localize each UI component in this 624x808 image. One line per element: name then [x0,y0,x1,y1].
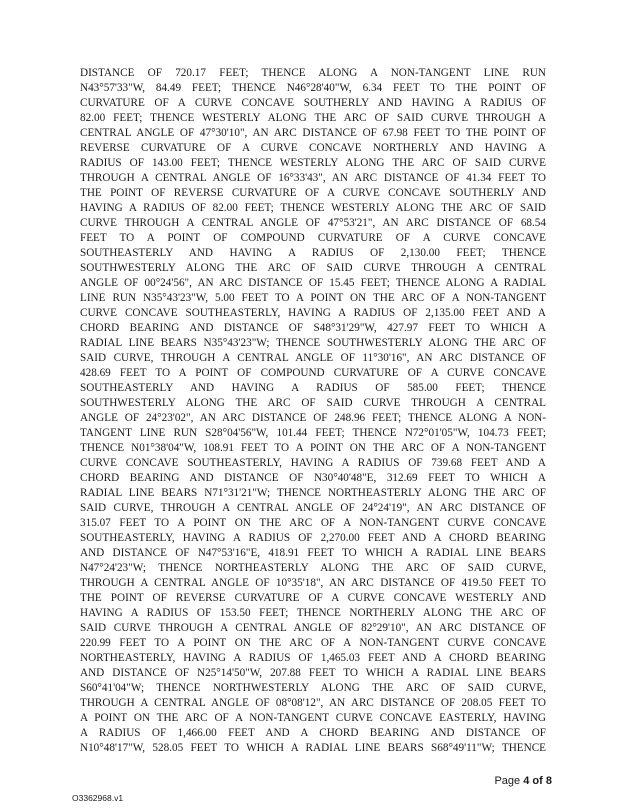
text-line: RADIUS OF 143.00 FEET; THENCE WESTERLY ALONG THE ARC OF SAID CURVE [80,157,546,169]
text-line: TANGENT LINE RUN S28°04'56"W, 101.44 FEET; THENCE N72°01'05"W, 104.73 FEET; [80,427,546,439]
text-line: HAVING A RADIUS OF 82.00 FEET; THENCE WESTERLY ALONG THE ARC OF SAID [80,202,546,214]
text-line: RADIAL LINE BEARS N35°43'23"W; THENCE SOUTHWESTERLY ALONG THE ARC OF [80,337,546,349]
text-line: 315.07 FEET TO A POINT ON THE ARC OF A NON-TANGENT CURVE CONCAVE [80,517,546,529]
document-id: O3362968.v1 [72,793,124,803]
text-line: CURVE CONCAVE SOUTHEASTERLY, HAVING A RADIUS OF 2,135.00 FEET AND A [80,307,546,319]
text-line: ANGLE OF 00°24'56", AN ARC DISTANCE OF 15.45 FEET; THENCE ALONG A RADIAL [80,277,546,289]
text-line: DISTANCE OF 720.17 FEET; THENCE ALONG A NON-TANGENT LINE RUN [80,67,546,79]
text-line: CURVATURE OF A CURVE CONCAVE SOUTHERLY AND HAVING A RADIUS OF [80,97,546,109]
text-line: THENCE N01°38'04"W, 108.91 FEET TO A POINT ON THE ARC OF A NON-TANGENT [80,442,546,454]
text-line: SOUTHEASTERLY, HAVING A RADIUS OF 2,270.00 FEET AND A CHORD BEARING [80,532,546,544]
text-line: A POINT ON THE ARC OF A NON-TANGENT CURVE CONCAVE EASTERLY, HAVING [80,712,546,724]
page-label: Page [494,775,521,787]
text-line: THE POINT OF REVERSE CURVATURE OF A CURVE CONCAVE SOUTHERLY AND [80,187,546,199]
text-line: SOUTHEASTERLY AND HAVING A RADIUS OF 2,130.00 FEET; THENCE [80,247,546,259]
text-line: N10°48'17"W, 528.05 FEET TO WHICH A RADIAL LINE BEARS S68°49'11"W; THENCE [80,742,546,754]
text-line: 220.99 FEET TO A POINT ON THE ARC OF A NON-TANGENT CURVE CONCAVE [80,637,546,649]
text-line: N43°57'33"W, 84.49 FEET; THENCE N46°28'40"W, 6.34 FEET TO THE POINT OF [80,82,546,94]
text-line: A RADIUS OF 1,466.00 FEET AND A CHORD BEARING AND DISTANCE OF [80,727,546,739]
legal-description-text [80,66,546,756]
text-line: HAVING A RADIUS OF 153.50 FEET; THENCE NORTHERLY ALONG THE ARC OF [80,607,546,619]
text-line: SOUTHWESTERLY ALONG THE ARC OF SAID CURVE THROUGH A CENTRAL [80,397,546,409]
text-line: ANGLE OF 24°23'02", AN ARC DISTANCE OF 248.96 FEET; THENCE ALONG A NON- [80,412,546,424]
text-line: S60°41'04"W; THENCE NORTHWESTERLY ALONG THE ARC OF SAID CURVE, [80,682,546,694]
text-line: THROUGH A CENTRAL ANGLE OF 10°35'18", AN ARC DISTANCE OF 419.50 FEET TO [80,577,546,589]
page-of: of [532,775,543,787]
text-line: SOUTHEASTERLY AND HAVING A RADIUS OF 585.00 FEET; THENCE [80,382,546,394]
text-line: REVERSE CURVATURE OF A CURVE CONCAVE NORTHERLY AND HAVING A [80,142,546,154]
text-line: NORTHEASTERLY, HAVING A RADIUS OF 1,465.03 FEET AND A CHORD BEARING [80,652,546,664]
text-line: THROUGH A CENTRAL ANGLE OF 08°08'12", AN ARC DISTANCE OF 208.05 FEET TO [80,697,546,709]
page-total: 8 [545,775,552,787]
text-line: 82.00 FEET; THENCE WESTERLY ALONG THE ARC OF SAID CURVE THROUGH A [80,112,546,124]
text-line: SAID CURVE, THROUGH A CENTRAL ANGLE OF 24°24'19", AN ARC DISTANCE OF [80,502,546,514]
text-line: CHORD BEARING AND DISTANCE OF N30°40'48"E, 312.69 FEET TO WHICH A [80,472,546,484]
page-number [494,775,552,787]
text-line: RADIAL LINE BEARS N71°31'21"W; THENCE NORTHEASTERLY ALONG THE ARC OF [80,487,546,499]
text-line: THE POINT OF REVERSE CURVATURE OF A CURVE CONCAVE WESTERLY AND [80,592,546,604]
text-line: 428.69 FEET TO A POINT OF COMPOUND CURVATURE OF A CURVE CONCAVE [80,367,546,379]
text-line: AND DISTANCE OF N47°53'16"E, 418.91 FEET TO WHICH A RADIAL LINE BEARS [80,547,546,559]
text-line: THROUGH A CENTRAL ANGLE OF 16°33'43", AN ARC DISTANCE OF 41.34 FEET TO [80,172,546,184]
text-line: N47°24'23"W; THENCE NORTHEASTERLY ALONG THE ARC OF SAID CURVE, [80,562,546,574]
text-line: SAID CURVE THROUGH A CENTRAL ANGLE OF 82°29'10", AN ARC DISTANCE OF [80,622,546,634]
text-line: FEET TO A POINT OF COMPOUND CURVATURE OF A CURVE CONCAVE [80,232,546,244]
page-current: 4 [523,775,530,787]
text-line: CURVE CONCAVE SOUTHEASTERLY, HAVING A RADIUS OF 739.68 FEET AND A [80,457,546,469]
text-line: LINE RUN N35°43'23"W, 5.00 FEET TO A POINT ON THE ARC OF A NON-TANGENT [80,292,546,304]
text-line: CENTRAL ANGLE OF 47°30'10", AN ARC DISTANCE OF 67.98 FEET TO THE POINT OF [80,127,546,139]
text-line: CURVE THROUGH A CENTRAL ANGLE OF 47°53'21", AN ARC DISTANCE OF 68.54 [80,217,546,229]
text-line: SAID CURVE, THROUGH A CENTRAL ANGLE OF 11°30'16", AN ARC DISTANCE OF [80,352,546,364]
text-line: SOUTHWESTERLY ALONG THE ARC OF SAID CURVE THROUGH A CENTRAL [80,262,546,274]
text-line: AND DISTANCE OF N25°14'50"W, 207.88 FEET TO WHICH A RADIAL LINE BEARS [80,667,546,679]
text-line: CHORD BEARING AND DISTANCE OF S48°31'29"W, 427.97 FEET TO WHICH A [80,322,546,334]
